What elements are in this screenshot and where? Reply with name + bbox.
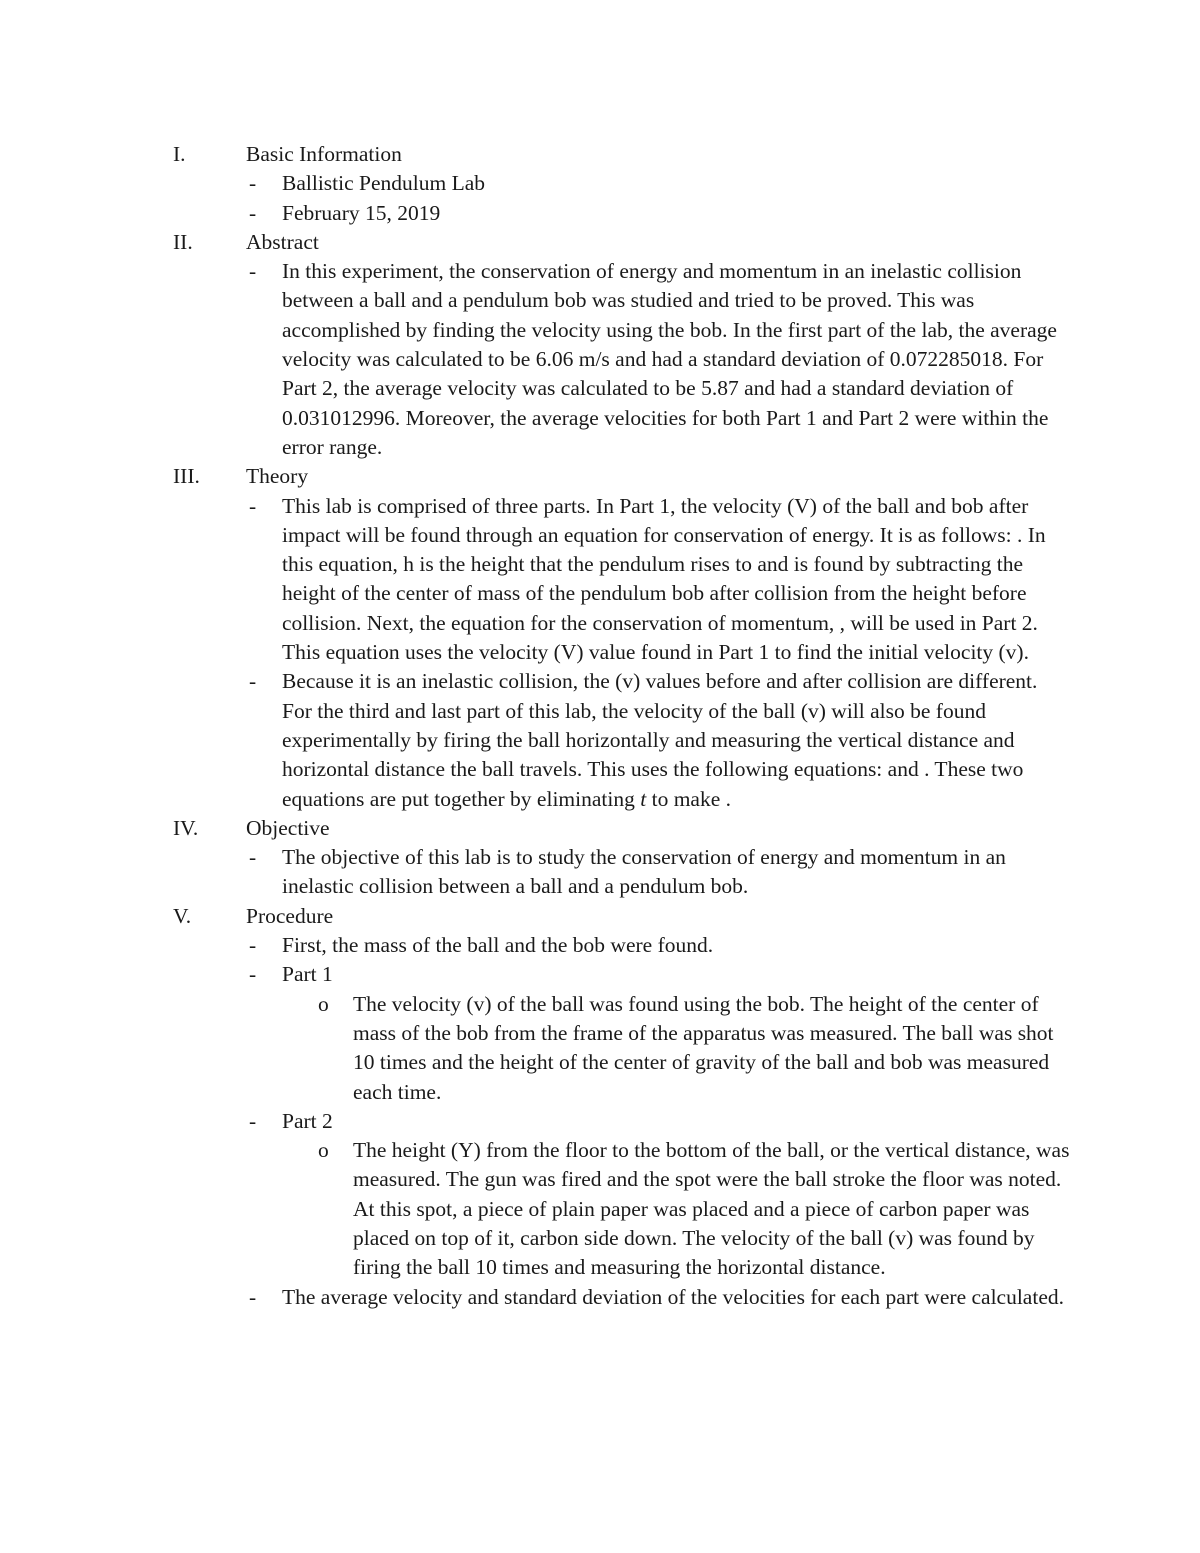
list-item-text: to make . <box>646 786 732 811</box>
section-numeral: II. <box>173 229 193 254</box>
section-theory <box>0 462 1200 814</box>
dash-bullet: - <box>249 1284 257 1309</box>
sub-list-item <box>0 1136 1073 1282</box>
list-item <box>0 843 1072 902</box>
list-item <box>0 1283 1072 1312</box>
dash-bullet: - <box>249 493 257 518</box>
section-title: Abstract <box>246 229 319 254</box>
section-basic-information <box>0 140 1200 228</box>
section-procedure <box>0 902 1200 1312</box>
section-objective <box>0 814 1200 902</box>
sub-list-item-text: The height (Y) from the floor to the bottom of the ball, or the vertical distance, was measured. The gun was fired and the spot were the ball stroke the floor was noted. At this spot, a piece of plain paper was placed and a piece of carbon paper was placed on top of it, carbon side down. The velocity of the ball (v) was found by firing the ball 10 times and measuring the horizontal distance. <box>353 1138 1070 1280</box>
section-heading <box>0 462 1200 491</box>
section-numeral: III. <box>173 464 200 489</box>
list-item-text: Because it is an inelastic collision, the (v) values before and after collision are different. For the third and last part of this lab, the velocity of the ball (v) will also be found experimentally by firing the ball horizontally and measuring the vertical distance and horizontal distance the ball travels. This uses the following equations: and . These two equations are put together by eliminating <box>282 669 1038 811</box>
list-item <box>0 199 1072 228</box>
section-heading <box>0 902 1200 931</box>
section-numeral: V. <box>173 903 192 928</box>
list-item <box>0 257 1072 462</box>
section-numeral: I. <box>173 142 186 166</box>
list-item <box>0 931 1072 960</box>
section-title: Procedure <box>246 903 334 928</box>
document-page <box>0 140 1200 1312</box>
list-item-text: This lab is comprised of three parts. In Part 1, the velocity (V) of the ball and bob after impact will be found through an equation for conservation of energy. It is as follows: . In this equation, h is the height that the pendulum rises to and is found by subtracting the height of the center of mass of the pendulum bob after collision from the height before collision. Next, the equation for the conservation of momentum, , will be used in Part 2. This equation uses the velocity (V) value found in Part 1 to find the initial velocity (v). <box>282 493 1046 665</box>
list-item-text: In this experiment, the conservation of energy and momentum in an inelastic collision between a ball and a pendulum bob was studied and tried to be proved. This was accomplished by finding the velocity using the bob. In the first part of the lab, the average velocity was calculated to be 6.06 m/s and had a standard deviation of 0.072285018. For Part 2, the average velocity was calculated to be 5.87 and had a standard deviation of 0.031012996. Moreover, the average velocities for both Part 1 and Part 2 were within the error range. <box>282 259 1057 459</box>
list-item <box>0 492 1072 668</box>
section-abstract <box>0 228 1200 462</box>
section-heading <box>0 140 1200 169</box>
list-item-text: February 15, 2019 <box>282 200 441 225</box>
dash-bullet: - <box>249 171 257 196</box>
list-item-text: Ballistic Pendulum Lab <box>282 171 486 196</box>
list-item-text: The average velocity and standard deviation of the velocities for each part were calculated. <box>282 1284 1064 1309</box>
dash-bullet: - <box>249 200 257 225</box>
dash-bullet: - <box>249 933 257 958</box>
sub-list-item-text: The velocity (v) of the ball was found using the bob. The height of the center of mass of the bob from the frame of the apparatus was measured. The ball was shot 10 times and the height of the center of gravity of the ball and bob was measured each time. <box>353 991 1054 1104</box>
circle-bullet: o <box>318 1138 329 1163</box>
section-heading <box>0 814 1200 843</box>
dash-bullet: - <box>249 259 257 284</box>
dash-bullet: - <box>249 845 257 870</box>
circle-bullet: o <box>318 991 329 1016</box>
list-item <box>0 1107 1072 1136</box>
list-item <box>0 169 1072 198</box>
list-item-text: First, the mass of the ball and the bob were found. <box>282 933 714 958</box>
list-item-text: Part 1 <box>282 962 333 987</box>
section-title: Basic Information <box>246 142 402 166</box>
dash-bullet: - <box>249 669 257 694</box>
list-item <box>0 667 1072 813</box>
section-numeral: IV. <box>173 815 199 840</box>
section-heading <box>0 228 1200 257</box>
list-item-text: The objective of this lab is to study the conservation of energy and momentum in an inelastic collision between a ball and a pendulum bob. <box>282 845 1006 899</box>
section-title: Theory <box>246 464 309 489</box>
sub-list-item <box>0 990 1073 1107</box>
dash-bullet: - <box>249 1108 257 1133</box>
italic-variable: t <box>640 786 647 811</box>
list-item <box>0 960 1072 989</box>
dash-bullet: - <box>249 962 257 987</box>
list-item-text: Part 2 <box>282 1108 333 1133</box>
section-title: Objective <box>246 815 330 840</box>
